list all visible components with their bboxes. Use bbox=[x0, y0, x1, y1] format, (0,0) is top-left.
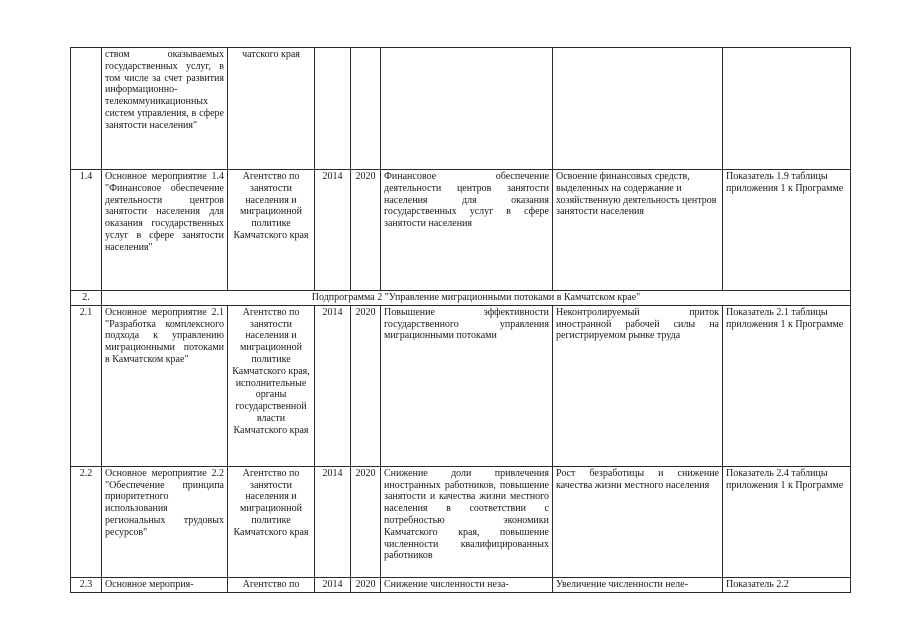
executor: чатского края bbox=[228, 48, 315, 170]
executor: Агентство по занятости населения и миграционной политике Камчатского края bbox=[228, 170, 315, 291]
activity-name: ством оказываемых государственных услуг, в том числе за счет развития информационно-телекоммуникационных систем управления, в сфере занятости населения" bbox=[102, 48, 228, 170]
end-year: 2020 bbox=[351, 577, 381, 592]
row-number: 1.4 bbox=[71, 170, 102, 291]
indicator: Показатель 2.4 таблицы приложения 1 к Программе bbox=[723, 466, 851, 577]
executor: Агентство по занятости населения и миграционной политике Камчатского края bbox=[228, 466, 315, 577]
start-year: 2014 bbox=[315, 466, 351, 577]
table-row bbox=[71, 48, 851, 170]
indicator: Показатель 1.9 таблицы приложения 1 к Программе bbox=[723, 170, 851, 291]
table-row bbox=[71, 577, 851, 592]
table-row bbox=[71, 466, 851, 577]
row-number: 2.2 bbox=[71, 466, 102, 577]
activity-name: Основное мероприятие 2.1 "Разработка комплексного подхода к управлению миграционными потоками в Камчатском крае" bbox=[102, 305, 228, 466]
program-table bbox=[70, 47, 851, 593]
activity-name: Основное мероприя- bbox=[102, 577, 228, 592]
consequence: Освоение финансовых средств, выделенных на содержание и хозяйственную деятельность центров занятости населения bbox=[553, 170, 723, 291]
subprogram-row bbox=[71, 291, 851, 306]
consequence: Неконтролируемый приток иностранной рабочей силы на регистрируемом рынке труда bbox=[553, 305, 723, 466]
table-row bbox=[71, 170, 851, 291]
indicator: Показатель 2.1 таблицы приложения 1 к Программе bbox=[723, 305, 851, 466]
start-year: 2014 bbox=[315, 305, 351, 466]
expected-result bbox=[381, 48, 553, 170]
activity-name: Основное мероприятие 2.2 "Обеспечение принципа приоритетного использования региональных трудовых ресурсов" bbox=[102, 466, 228, 577]
expected-result: Снижение численности неза- bbox=[381, 577, 553, 592]
executor: Агентство по bbox=[228, 577, 315, 592]
subprogram-title: Подпрограмма 2 "Управление миграционными потоками в Камчатском крае" bbox=[102, 291, 851, 306]
consequence: Рост безработицы и снижение качества жизни местного населения bbox=[553, 466, 723, 577]
start-year bbox=[315, 48, 351, 170]
consequence bbox=[553, 48, 723, 170]
indicator bbox=[723, 48, 851, 170]
end-year bbox=[351, 48, 381, 170]
indicator: Показатель 2.2 bbox=[723, 577, 851, 592]
end-year: 2020 bbox=[351, 305, 381, 466]
row-number: 2.1 bbox=[71, 305, 102, 466]
start-year: 2014 bbox=[315, 170, 351, 291]
table-row bbox=[71, 305, 851, 466]
activity-name: Основное мероприятие 1.4 "Финансовое обеспечение деятельности центров занятости населения для оказания государственных услуг в сфере занятости населения" bbox=[102, 170, 228, 291]
row-number: 2.3 bbox=[71, 577, 102, 592]
executor: Агентство по занятости населения и миграционной политике Камчатского края, исполнительные органы государственной власти Камчатского края bbox=[228, 305, 315, 466]
start-year: 2014 bbox=[315, 577, 351, 592]
end-year: 2020 bbox=[351, 466, 381, 577]
expected-result: Снижение доли привлечения иностранных работников, повышение занятости и качества жизни местного населения в соответствии с потребностью экономики Камчатского края, повышение численности квалифицированных работников bbox=[381, 466, 553, 577]
expected-result: Финансовое обеспечение деятельности центров занятости населения для оказания государственных услуг в сфере занятости населения bbox=[381, 170, 553, 291]
consequence: Увеличение численности неле- bbox=[553, 577, 723, 592]
row-number: 2. bbox=[71, 291, 102, 306]
expected-result: Повышение эффективности государственного управления миграционными потоками bbox=[381, 305, 553, 466]
end-year: 2020 bbox=[351, 170, 381, 291]
row-number bbox=[71, 48, 102, 170]
